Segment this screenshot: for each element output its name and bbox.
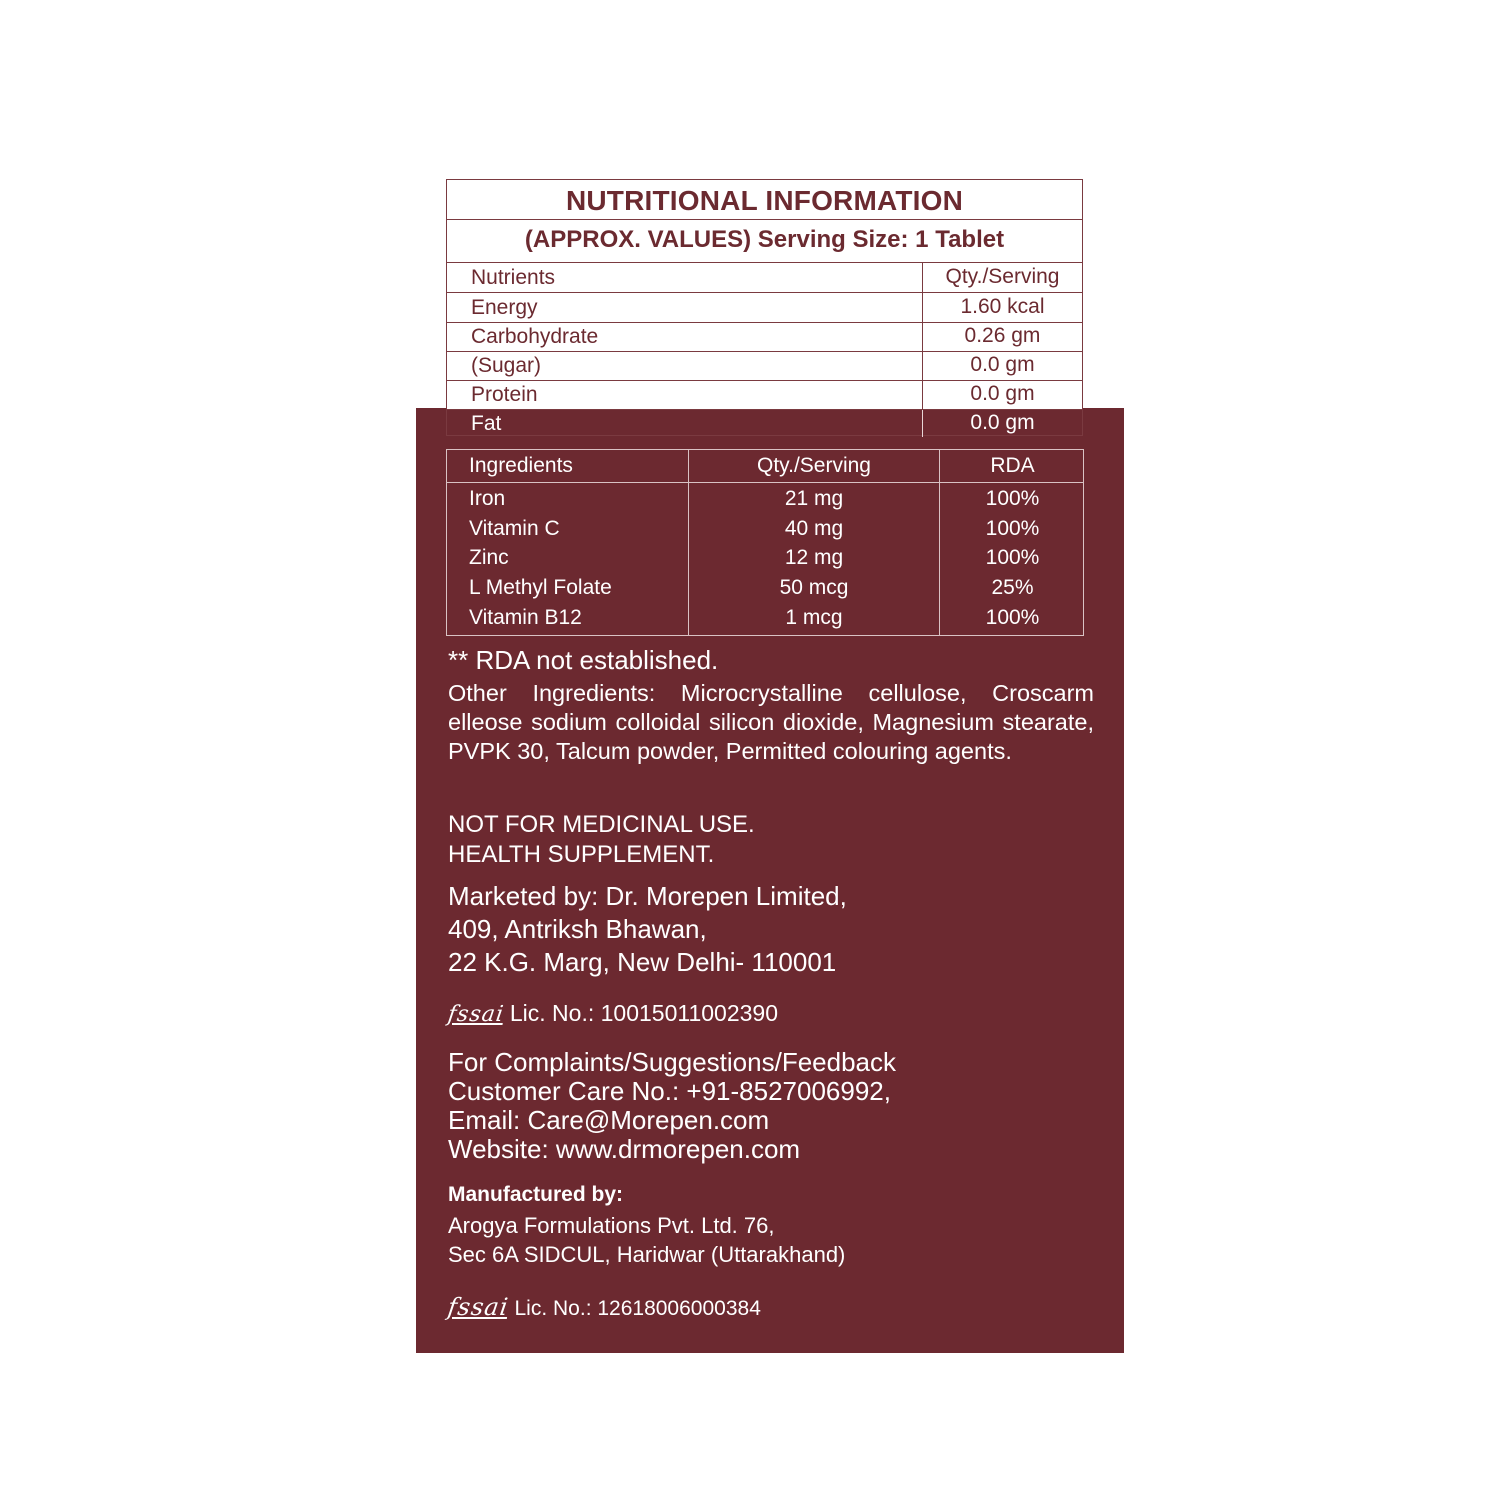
nutrient-qty: 0.0 gm <box>970 382 1035 405</box>
ingredients-table <box>446 449 1084 636</box>
ingredient-rda: 100% <box>985 546 1040 569</box>
nutrient-qty: 1.60 kcal <box>960 295 1045 318</box>
table-row <box>447 351 1082 381</box>
usage-notice <box>448 810 755 870</box>
contact-line: For Complaints/Suggestions/Feedback <box>448 1047 897 1077</box>
fssai-logo-icon: fssai <box>446 1293 511 1321</box>
other-ingredients: Other Ingredients: Microcrystalline cellulose, Croscarm elleose sodium colloidal silicon dioxide, Magnesium stearate, PVPK 30, Talcum powder, Permitted colouring agents. <box>448 680 1094 764</box>
nutrition-title: NUTRITIONAL INFORMATION <box>447 180 1082 220</box>
marketer-license <box>448 996 778 1032</box>
marketer-address <box>448 880 847 979</box>
table-row <box>447 380 1082 410</box>
table-row <box>447 409 1082 438</box>
qty-header: Qty./Serving <box>757 454 871 477</box>
manufacturer-license <box>448 1290 761 1326</box>
ingredient-qty: 21 mg <box>784 487 844 510</box>
not-medicinal-text: NOT FOR MEDICINAL USE. <box>448 811 755 838</box>
nutrient-name: Protein <box>471 383 538 406</box>
qty-header: Qty./Serving <box>945 265 1060 288</box>
nutrition-table <box>446 179 1083 436</box>
license-number: Lic. No.: 10015011002390 <box>509 1000 779 1026</box>
nutrient-name: Fat <box>471 412 502 435</box>
manufacturer-line: Arogya Formulations Pvt. Ltd. 76, <box>448 1213 775 1238</box>
nutrition-subtitle: (APPROX. VALUES) Serving Size: 1 Tablet <box>447 220 1082 263</box>
contact-line: Website: www.drmorepen.com <box>448 1134 801 1164</box>
nutrient-name: Carbohydrate <box>471 325 599 348</box>
rda-header: RDA <box>990 454 1035 477</box>
ingredient-name: Iron <box>469 487 506 510</box>
ingredient-name: Zinc <box>469 546 509 569</box>
rda-note: ** RDA not established. <box>448 645 719 675</box>
ingredient-rda: 100% <box>985 487 1040 510</box>
ingredient-rda: 25% <box>991 576 1034 599</box>
marketer-line: Marketed by: Dr. Morepen Limited, <box>448 881 847 911</box>
license-number: Lic. No.: 12618006000384 <box>514 1297 761 1320</box>
contact-line: Email: Care@Morepen.com <box>448 1105 770 1135</box>
table-row <box>447 293 1082 323</box>
fssai-logo-icon: fssai <box>446 1002 506 1027</box>
health-supplement-text: HEALTH SUPPLEMENT. <box>448 841 715 868</box>
nutrient-name: Energy <box>471 296 538 319</box>
ingredient-rda: 100% <box>985 517 1040 540</box>
marketer-line: 409, Antriksh Bhawan, <box>448 914 707 944</box>
ingredients-header: Ingredients <box>469 454 573 477</box>
nutrients-header: Nutrients <box>471 266 556 289</box>
manufacturer-heading: Manufactured by: <box>448 1183 624 1206</box>
ingredient-name: Vitamin C <box>469 517 560 540</box>
contact-block <box>448 1048 896 1164</box>
nutrient-qty: 0.0 gm <box>970 353 1035 376</box>
ingredient-qty: 1 mcg <box>785 606 843 629</box>
table-row <box>447 322 1082 352</box>
ingredient-rda: 100% <box>985 606 1040 629</box>
ingredient-qty: 40 mg <box>784 517 844 540</box>
nutrient-qty: 0.26 gm <box>964 324 1041 347</box>
ingredient-name: Vitamin B12 <box>469 606 582 629</box>
ingredient-qty: 50 mcg <box>779 576 849 599</box>
ingredient-qty: 12 mg <box>784 546 844 569</box>
marketer-line: 22 K.G. Marg, New Delhi- 110001 <box>448 947 837 977</box>
manufacturer-address <box>448 1211 845 1269</box>
manufacturer-line: Sec 6A SIDCUL, Haridwar (Uttarakhand) <box>448 1242 846 1267</box>
nutrient-qty: 0.0 gm <box>970 411 1035 434</box>
nutrition-header-row <box>447 263 1082 293</box>
contact-line: Customer Care No.: +91-8527006992, <box>448 1076 891 1106</box>
nutrient-name: (Sugar) <box>471 354 542 377</box>
ingredient-name: L Methyl Folate <box>469 576 612 599</box>
